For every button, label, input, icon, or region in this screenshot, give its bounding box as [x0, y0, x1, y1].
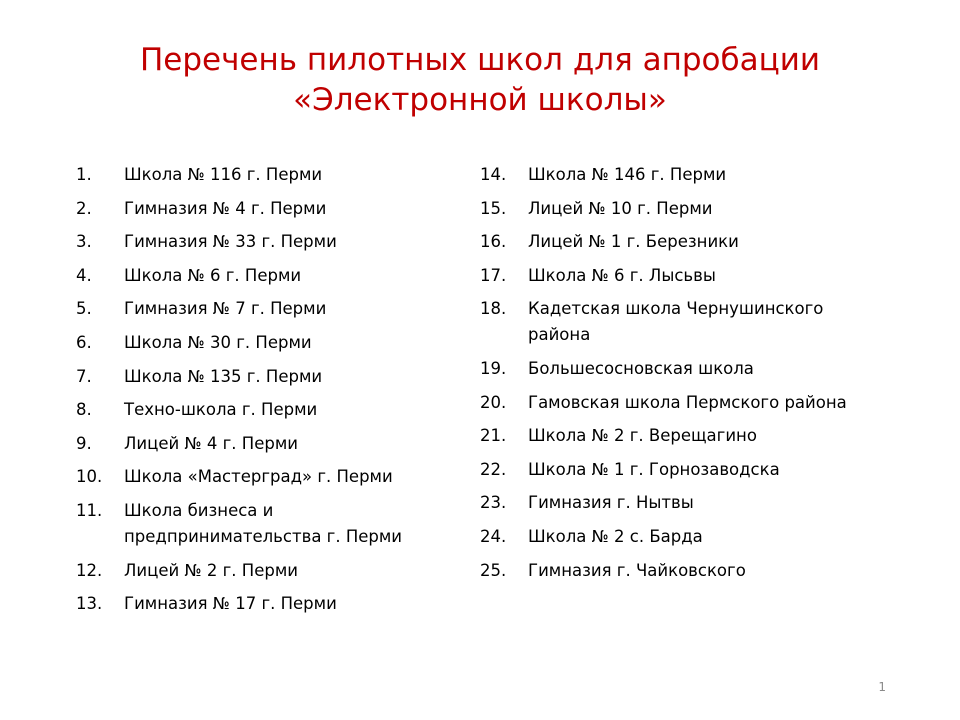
- list-item-text: Школа № 6 г. Лысьвы: [528, 265, 716, 285]
- list-item-number: 12.: [76, 560, 103, 580]
- list-item-text: Гамовская школа Пермского района: [528, 392, 847, 412]
- list-item-number: 15.: [480, 198, 507, 218]
- list-item-number: 7.: [76, 366, 92, 386]
- slide-title-line-1: Перечень пилотных школ для апробации: [139, 42, 820, 78]
- list-item: [480, 558, 880, 584]
- list-item-number: 5.: [76, 299, 92, 319]
- list-item-text: Лицей № 1 г. Березники: [528, 232, 739, 252]
- list-item-text: Гимназия № 4 г. Перми: [124, 198, 327, 218]
- list-item: [76, 558, 456, 584]
- list-item-text: Кадетская школа Чернушинского района: [528, 299, 824, 345]
- list-item-number: 10.: [76, 467, 103, 487]
- list-item-text: Лицей № 4 г. Перми: [124, 433, 298, 453]
- list-item: [76, 196, 456, 222]
- list-item-number: 17.: [480, 265, 507, 285]
- school-list-left: [76, 162, 456, 625]
- list-item-text: Гимназия г. Чайковского: [528, 560, 746, 580]
- list-item-text: Школа бизнеса и предпринимательства г. Перми: [124, 500, 403, 546]
- list-item-number: 6.: [76, 332, 92, 352]
- list-item-number: 8.: [76, 400, 92, 420]
- list-item-text: Школа № 116 г. Перми: [124, 165, 323, 184]
- list-item: [76, 330, 456, 356]
- list-item: [480, 457, 880, 483]
- list-item: [76, 229, 456, 255]
- list-item-text: Школа № 6 г. Перми: [124, 265, 302, 285]
- list-item: [76, 498, 456, 550]
- school-list-right: [480, 162, 880, 591]
- list-item-text: Школа № 146 г. Перми: [528, 165, 727, 184]
- list-item-number: 1.: [76, 165, 92, 184]
- list-item-number: 13.: [76, 594, 103, 614]
- list-item-text: Лицей № 2 г. Перми: [124, 560, 298, 580]
- list-item-number: 16.: [480, 232, 507, 252]
- list-item-text: Гимназия № 7 г. Перми: [124, 299, 327, 319]
- list-item-text: Гимназия № 17 г. Перми: [124, 594, 337, 614]
- list-item-text: Школа «Мастерград» г. Перми: [124, 467, 393, 487]
- list-item: [76, 591, 456, 617]
- list-item-number: 2.: [76, 198, 92, 218]
- list-item-text: Лицей № 10 г. Перми: [528, 198, 713, 218]
- list-item: [480, 229, 880, 255]
- slide-title-line-2: «Электронной школы»: [293, 82, 667, 118]
- list-item-text: Большесосновская школа: [528, 358, 754, 378]
- list-item-number: 11.: [76, 500, 103, 520]
- list-item-number: 19.: [480, 358, 507, 378]
- list-item-text: Школа № 1 г. Горнозаводска: [528, 459, 780, 479]
- list-item-text: Гимназия № 33 г. Перми: [124, 232, 337, 252]
- list-item-number: 18.: [480, 299, 507, 319]
- list-item: [480, 263, 880, 289]
- list-item-number: 24.: [480, 526, 507, 546]
- list-item-number: 14.: [480, 165, 507, 184]
- list-item: [480, 390, 880, 416]
- slide-title: [80, 40, 880, 120]
- list-item: [76, 296, 456, 322]
- list-item: [76, 464, 456, 490]
- list-item-text: Школа № 135 г. Перми: [124, 366, 323, 386]
- list-item-number: 23.: [480, 493, 507, 513]
- list-item-number: 21.: [480, 426, 507, 446]
- list-item-text: Школа № 30 г. Перми: [124, 332, 312, 352]
- list-item: [76, 364, 456, 390]
- list-item: [480, 296, 880, 348]
- list-item-text: Школа № 2 г. Верещагино: [528, 426, 757, 446]
- list-item: [480, 423, 880, 449]
- list-item-number: 20.: [480, 392, 507, 412]
- list-item-number: 3.: [76, 232, 92, 252]
- list-item-text: Гимназия г. Нытвы: [528, 493, 694, 513]
- list-item-number: 9.: [76, 433, 92, 453]
- list-item: [76, 162, 456, 188]
- list-item: [76, 431, 456, 457]
- list-item: [76, 263, 456, 289]
- list-item: [480, 524, 880, 550]
- list-item: [480, 196, 880, 222]
- list-item-number: 25.: [480, 560, 507, 580]
- list-item-text: Школа № 2 с. Барда: [528, 526, 703, 546]
- list-item: [480, 490, 880, 516]
- list-item-number: 22.: [480, 459, 507, 479]
- list-item: [480, 162, 880, 188]
- list-item-number: 4.: [76, 265, 92, 285]
- list-item-text: Техно-школа г. Перми: [124, 400, 318, 420]
- list-item: [480, 356, 880, 382]
- page-number: 1: [878, 680, 886, 694]
- list-item: [76, 397, 456, 423]
